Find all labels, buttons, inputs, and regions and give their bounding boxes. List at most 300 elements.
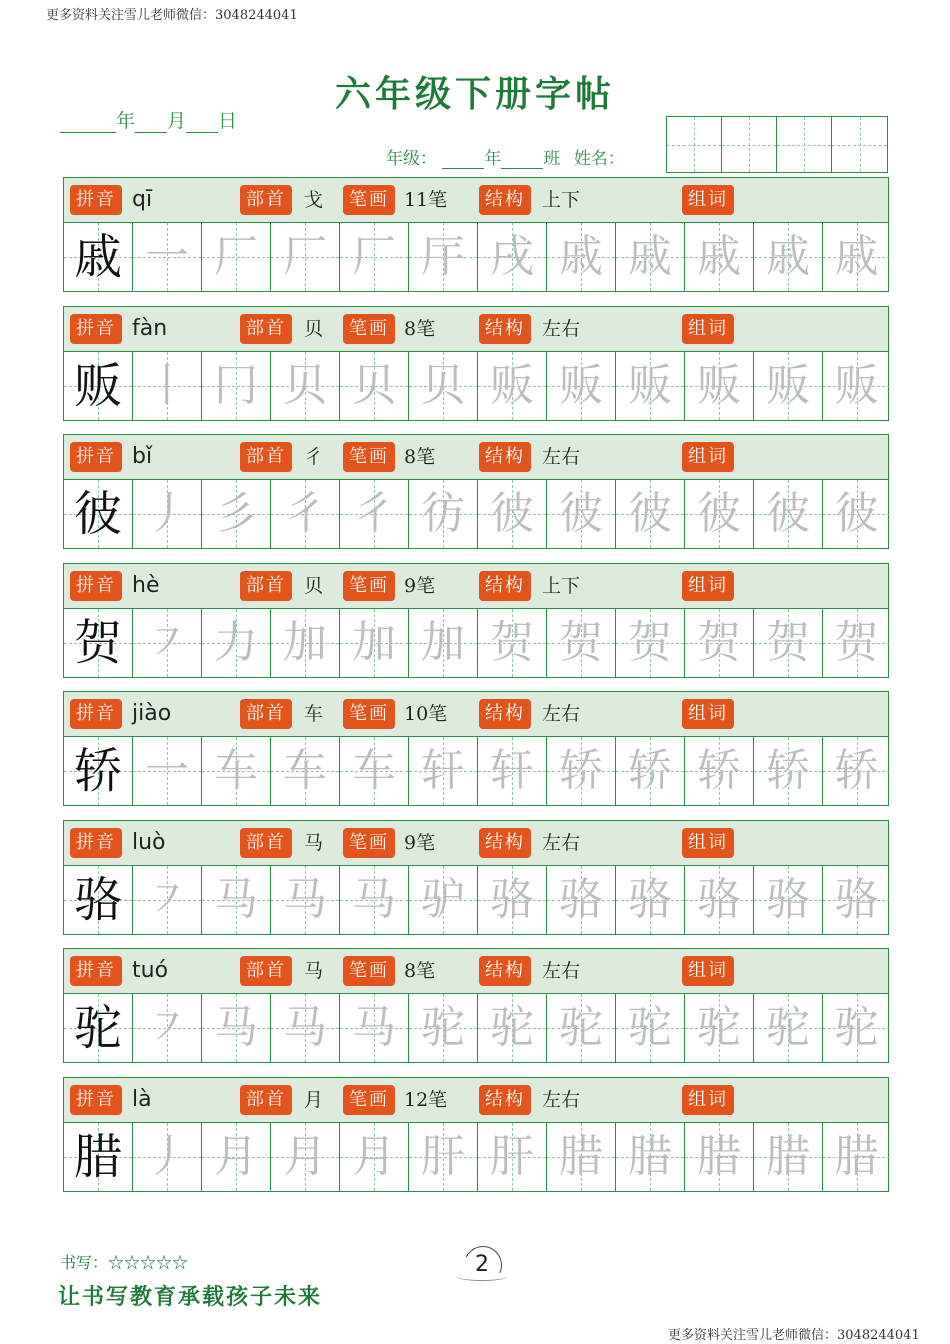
trace-character: 戚 xyxy=(559,231,603,282)
trace-character: 月 xyxy=(352,1130,396,1182)
trace-character: 轿 xyxy=(766,745,810,796)
trace-character: 腊 xyxy=(628,1130,672,1182)
strokes-label-chip: 笔画 xyxy=(343,1085,395,1115)
pinyin-label-chip: 拼音 xyxy=(70,1085,122,1115)
pinyin-label-chip: 拼音 xyxy=(70,571,122,601)
trace-character: 加 xyxy=(352,616,396,668)
trace-character: 丨 xyxy=(145,359,189,411)
name-cell[interactable] xyxy=(832,117,887,172)
strokes-value: 11笔 xyxy=(404,189,448,211)
radical-label-chip: 部首 xyxy=(240,828,292,858)
trace-cell[interactable] xyxy=(340,609,409,677)
trace-character: 马 xyxy=(283,1002,327,1053)
radical-label-chip: 部首 xyxy=(240,571,292,601)
words-label-chip: 组词 xyxy=(682,185,734,215)
day-label: 日 xyxy=(218,110,238,132)
writing-grid xyxy=(63,351,889,421)
model-character: 彼 xyxy=(73,486,122,542)
radical-value: 戈 xyxy=(304,189,324,211)
trace-cell[interactable] xyxy=(202,994,271,1062)
trace-character: 戌 xyxy=(490,231,534,282)
trace-character: 加 xyxy=(283,616,327,668)
radical-value: 马 xyxy=(304,831,324,854)
year-blank[interactable] xyxy=(60,113,116,133)
trace-character: 贝 xyxy=(352,359,396,411)
structure-label-chip: 结构 xyxy=(479,314,531,344)
trace-character: 彼 xyxy=(834,488,879,539)
trace-character: 贺 xyxy=(766,616,810,668)
structure-label-chip: 结构 xyxy=(479,828,531,858)
pinyin-value: là xyxy=(132,1086,152,1112)
trace-cell[interactable] xyxy=(133,609,202,677)
trace-cell[interactable] xyxy=(271,737,340,805)
strokes-label-chip: 笔画 xyxy=(343,314,395,344)
structure-value: 左右 xyxy=(542,703,581,725)
trace-character: 贝 xyxy=(283,359,327,411)
trace-cell[interactable] xyxy=(616,352,685,420)
trace-cell[interactable] xyxy=(754,352,823,420)
trace-character: 轿 xyxy=(559,745,603,796)
model-character-cell xyxy=(64,352,133,420)
trace-cell[interactable] xyxy=(547,480,616,548)
trace-cell[interactable] xyxy=(823,223,890,291)
radical-label-chip: 部首 xyxy=(240,956,292,986)
pinyin-value: luò xyxy=(132,829,166,855)
trace-character: 轩 xyxy=(490,745,534,796)
trace-character: 驼 xyxy=(559,1002,603,1053)
date-line xyxy=(60,106,237,133)
model-character-cell xyxy=(64,994,133,1062)
trace-character: 轿 xyxy=(628,745,672,796)
pinyin-value: qī xyxy=(132,187,153,212)
trace-cell[interactable] xyxy=(685,1123,754,1191)
trace-cell[interactable] xyxy=(478,866,547,934)
name-cell[interactable] xyxy=(667,117,722,172)
trace-cell[interactable] xyxy=(823,1123,890,1191)
radical-value: 贝 xyxy=(304,574,324,597)
trace-character: 马 xyxy=(214,873,258,925)
strokes-value: 8笔 xyxy=(404,446,436,468)
trace-cell[interactable] xyxy=(478,1123,547,1191)
trace-character: 丿 xyxy=(145,1130,189,1182)
trace-character: 戚 xyxy=(834,231,879,282)
trace-character: 贩 xyxy=(628,359,672,411)
trace-character: 骆 xyxy=(559,873,603,925)
trace-cell[interactable] xyxy=(616,1123,685,1191)
page-title: 六年级下册字帖 xyxy=(334,73,615,115)
trace-cell[interactable] xyxy=(823,737,890,805)
trace-character: 一 xyxy=(145,745,189,796)
trace-character: 骆 xyxy=(628,873,672,925)
trace-cell[interactable] xyxy=(478,223,547,291)
trace-cell[interactable] xyxy=(478,352,547,420)
structure-value: 上下 xyxy=(542,189,581,211)
trace-cell[interactable] xyxy=(547,609,616,677)
trace-character: 力 xyxy=(214,616,258,668)
trace-cell[interactable] xyxy=(823,480,890,548)
trace-character: 贩 xyxy=(697,359,741,411)
watermark-bottom: 更多资料关注雪儿老师微信：3048244041 xyxy=(668,1328,920,1343)
trace-character: 厂 xyxy=(214,231,258,282)
month-blank[interactable] xyxy=(135,113,167,133)
structure-label-chip: 结构 xyxy=(479,956,531,986)
day-blank[interactable] xyxy=(186,113,218,133)
trace-character: 厈 xyxy=(421,231,465,282)
trace-cell[interactable] xyxy=(340,352,409,420)
trace-character: 贩 xyxy=(559,359,603,411)
trace-character: 戚 xyxy=(628,231,672,282)
strokes-label-chip: 笔画 xyxy=(343,956,395,986)
trace-cell[interactable] xyxy=(685,223,754,291)
trace-character: ㇇ xyxy=(145,873,189,925)
trace-cell[interactable] xyxy=(616,609,685,677)
strokes-value: 10笔 xyxy=(404,703,448,725)
row-header xyxy=(63,306,889,351)
model-character: 戚 xyxy=(73,229,122,285)
trace-cell[interactable] xyxy=(754,480,823,548)
trace-cell[interactable] xyxy=(409,352,478,420)
model-character-cell xyxy=(64,480,133,548)
page-number: 2 xyxy=(456,1246,508,1284)
trace-character: 贝 xyxy=(421,359,465,411)
pinyin-value: jiào xyxy=(132,701,172,726)
trace-character: 驼 xyxy=(628,1002,672,1053)
trace-cell[interactable] xyxy=(685,866,754,934)
trace-character: 贺 xyxy=(628,616,672,668)
year-label: 年 xyxy=(116,110,136,132)
row-header xyxy=(63,820,889,865)
trace-cell[interactable] xyxy=(340,737,409,805)
model-character: 贩 xyxy=(73,357,122,414)
grade-nian: 年 xyxy=(484,149,502,169)
name-cell[interactable] xyxy=(777,117,832,172)
trace-character: ㇇ xyxy=(145,616,189,668)
trace-cell[interactable] xyxy=(271,866,340,934)
pinyin-value: tuó xyxy=(132,958,169,983)
trace-cell[interactable] xyxy=(547,352,616,420)
trace-cell[interactable] xyxy=(547,737,616,805)
strokes-value: 8笔 xyxy=(404,317,436,340)
radical-value: 贝 xyxy=(304,317,324,340)
strokes-value: 8笔 xyxy=(404,960,436,982)
trace-character: 马 xyxy=(352,1002,396,1053)
trace-character: 彼 xyxy=(628,488,672,539)
trace-character: 车 xyxy=(214,745,258,796)
strokes-label-chip: 笔画 xyxy=(343,442,395,472)
row-header xyxy=(63,434,889,479)
trace-cell[interactable] xyxy=(478,994,547,1062)
trace-character: 冂 xyxy=(214,359,258,411)
model-character: 骆 xyxy=(73,871,122,928)
radical-value: 马 xyxy=(304,960,324,982)
practice-row xyxy=(63,434,889,549)
trace-cell[interactable] xyxy=(685,737,754,805)
writing-grid xyxy=(63,736,889,806)
structure-value: 上下 xyxy=(542,574,581,597)
class-blank[interactable] xyxy=(501,151,543,169)
trace-cell[interactable] xyxy=(133,223,202,291)
slogan: 让书写教育承载孩子未来 xyxy=(58,1284,323,1310)
writing-grid xyxy=(63,865,889,935)
trace-character: 腊 xyxy=(766,1130,810,1182)
model-character: 轿 xyxy=(73,743,122,799)
trace-cell[interactable] xyxy=(547,994,616,1062)
words-label-chip: 组词 xyxy=(682,699,734,729)
trace-character: 骆 xyxy=(834,873,879,925)
trace-cell[interactable] xyxy=(202,866,271,934)
trace-cell[interactable] xyxy=(685,609,754,677)
trace-character: 马 xyxy=(283,873,327,925)
trace-character: 贩 xyxy=(766,359,810,411)
strokes-value: 12笔 xyxy=(404,1088,448,1111)
trace-character: 驼 xyxy=(697,1002,741,1053)
trace-cell[interactable] xyxy=(271,609,340,677)
pinyin-label-chip: 拼音 xyxy=(70,185,122,215)
trace-character: 戚 xyxy=(766,231,810,282)
trace-character: 贺 xyxy=(834,616,879,668)
trace-cell[interactable] xyxy=(340,994,409,1062)
structure-label-chip: 结构 xyxy=(479,699,531,729)
pinyin-label-chip: 拼音 xyxy=(70,956,122,986)
strokes-label-chip: 笔画 xyxy=(343,699,395,729)
trace-cell[interactable] xyxy=(616,994,685,1062)
trace-character: 彳 xyxy=(352,488,396,539)
trace-cell[interactable] xyxy=(823,994,890,1062)
trace-cell[interactable] xyxy=(133,737,202,805)
trace-cell[interactable] xyxy=(754,223,823,291)
writing-grid xyxy=(63,993,889,1063)
practice-row xyxy=(63,691,889,806)
trace-character: 骆 xyxy=(697,873,741,925)
trace-cell[interactable] xyxy=(409,994,478,1062)
radical-value: 彳 xyxy=(304,446,324,468)
row-header xyxy=(63,1077,889,1122)
trace-cell[interactable] xyxy=(616,737,685,805)
name-label: 姓名： xyxy=(573,149,625,169)
words-label-chip: 组词 xyxy=(682,314,734,344)
structure-value: 左右 xyxy=(542,317,581,340)
trace-cell[interactable] xyxy=(133,866,202,934)
radical-label-chip: 部首 xyxy=(240,185,292,215)
writing-grid xyxy=(63,479,889,549)
structure-label-chip: 结构 xyxy=(479,185,531,215)
trace-cell[interactable] xyxy=(409,866,478,934)
words-label-chip: 组词 xyxy=(682,442,734,472)
strokes-label-chip: 笔画 xyxy=(343,571,395,601)
trace-character: 腊 xyxy=(834,1130,879,1182)
model-character-cell xyxy=(64,1123,133,1191)
trace-character: 贺 xyxy=(697,616,741,668)
trace-character: 马 xyxy=(214,1002,258,1053)
row-header xyxy=(63,177,889,222)
trace-cell[interactable] xyxy=(133,480,202,548)
structure-value: 左右 xyxy=(542,1088,581,1111)
trace-cell[interactable] xyxy=(133,352,202,420)
trace-cell[interactable] xyxy=(478,480,547,548)
model-character-cell xyxy=(64,866,133,934)
trace-character: 驼 xyxy=(490,1002,534,1053)
pinyin-label-chip: 拼音 xyxy=(70,828,122,858)
model-character: 驼 xyxy=(73,1000,122,1056)
trace-cell[interactable] xyxy=(202,737,271,805)
row-header xyxy=(63,691,889,736)
trace-cell[interactable] xyxy=(823,609,890,677)
model-character: 腊 xyxy=(73,1128,122,1185)
radical-value: 月 xyxy=(304,1088,324,1111)
trace-character: 加 xyxy=(421,616,465,668)
structure-label-chip: 结构 xyxy=(479,1085,531,1115)
trace-cell[interactable] xyxy=(685,352,754,420)
radical-label-chip: 部首 xyxy=(240,699,292,729)
pinyin-value: hè xyxy=(132,572,160,598)
radical-label-chip: 部首 xyxy=(240,314,292,344)
trace-cell[interactable] xyxy=(202,352,271,420)
trace-character: 彡 xyxy=(214,488,258,539)
trace-character: ㇇ xyxy=(145,1002,189,1053)
trace-character: 驼 xyxy=(766,1002,810,1053)
trace-character: 腊 xyxy=(559,1130,603,1182)
trace-character: 骆 xyxy=(490,873,534,925)
practice-row xyxy=(63,563,889,678)
trace-cell[interactable] xyxy=(340,223,409,291)
rating: 书写：☆☆☆☆☆ xyxy=(60,1253,189,1272)
trace-cell[interactable] xyxy=(754,1123,823,1191)
trace-cell[interactable] xyxy=(133,1123,202,1191)
trace-character: 丿 xyxy=(145,488,189,539)
trace-cell[interactable] xyxy=(271,223,340,291)
trace-cell[interactable] xyxy=(409,609,478,677)
row-header xyxy=(63,563,889,608)
student-info xyxy=(386,144,625,169)
watermark-top: 更多资料关注雪儿老师微信：3048244041 xyxy=(46,8,298,23)
structure-value: 左右 xyxy=(542,831,581,854)
strokes-value: 9笔 xyxy=(404,831,436,854)
pinyin-value: bǐ xyxy=(132,444,153,469)
practice-row xyxy=(63,1077,889,1192)
trace-cell[interactable] xyxy=(547,223,616,291)
trace-cell[interactable] xyxy=(409,1123,478,1191)
trace-cell[interactable] xyxy=(547,1123,616,1191)
radical-label-chip: 部首 xyxy=(240,442,292,472)
words-label-chip: 组词 xyxy=(682,956,734,986)
model-character-cell xyxy=(64,609,133,677)
name-cell[interactable] xyxy=(722,117,777,172)
month-label: 月 xyxy=(167,110,187,132)
trace-cell[interactable] xyxy=(133,994,202,1062)
model-character-cell xyxy=(64,223,133,291)
words-label-chip: 组词 xyxy=(682,828,734,858)
structure-value: 左右 xyxy=(542,446,581,468)
pinyin-label-chip: 拼音 xyxy=(70,442,122,472)
trace-cell[interactable] xyxy=(685,480,754,548)
trace-cell[interactable] xyxy=(271,480,340,548)
trace-cell[interactable] xyxy=(409,223,478,291)
trace-character: 戚 xyxy=(697,231,741,282)
strokes-label-chip: 笔画 xyxy=(343,828,395,858)
trace-cell[interactable] xyxy=(754,994,823,1062)
trace-cell[interactable] xyxy=(271,1123,340,1191)
structure-label-chip: 结构 xyxy=(479,442,531,472)
trace-cell[interactable] xyxy=(823,352,890,420)
trace-cell[interactable] xyxy=(616,223,685,291)
trace-cell[interactable] xyxy=(547,866,616,934)
structure-value: 左右 xyxy=(542,960,581,982)
trace-cell[interactable] xyxy=(202,223,271,291)
trace-character: 厂 xyxy=(352,231,396,282)
trace-character: 驴 xyxy=(421,873,465,925)
trace-cell[interactable] xyxy=(202,1123,271,1191)
trace-cell[interactable] xyxy=(685,994,754,1062)
trace-character: 肝 xyxy=(421,1130,465,1182)
trace-character: 轩 xyxy=(421,745,465,796)
trace-cell[interactable] xyxy=(754,737,823,805)
practice-row xyxy=(63,820,889,935)
trace-cell[interactable] xyxy=(340,480,409,548)
trace-character: 月 xyxy=(283,1130,327,1182)
trace-character: 肝 xyxy=(490,1130,534,1182)
trace-cell[interactable] xyxy=(271,352,340,420)
trace-cell[interactable] xyxy=(754,609,823,677)
model-character-cell xyxy=(64,737,133,805)
grade-blank[interactable] xyxy=(442,151,484,169)
grade-label: 年级： xyxy=(386,149,437,169)
strokes-value: 9笔 xyxy=(404,574,436,597)
words-label-chip: 组词 xyxy=(682,1085,734,1115)
trace-cell[interactable] xyxy=(340,866,409,934)
writing-grid xyxy=(63,1122,889,1192)
trace-character: 驼 xyxy=(834,1002,879,1053)
trace-cell[interactable] xyxy=(340,1123,409,1191)
trace-cell[interactable] xyxy=(478,609,547,677)
trace-character: 一 xyxy=(145,231,189,282)
trace-cell[interactable] xyxy=(409,480,478,548)
practice-row xyxy=(63,177,889,292)
trace-cell[interactable] xyxy=(478,737,547,805)
trace-character: 车 xyxy=(352,745,396,796)
trace-character: 腊 xyxy=(697,1130,741,1182)
trace-character: 贺 xyxy=(559,616,603,668)
radical-value: 车 xyxy=(304,703,324,725)
row-header xyxy=(63,948,889,993)
trace-character: 贩 xyxy=(490,359,534,411)
radical-label-chip: 部首 xyxy=(240,1085,292,1115)
trace-character: 彼 xyxy=(697,488,741,539)
trace-cell[interactable] xyxy=(823,866,890,934)
trace-cell[interactable] xyxy=(409,737,478,805)
trace-cell[interactable] xyxy=(754,866,823,934)
trace-cell[interactable] xyxy=(616,866,685,934)
name-writing-grid[interactable] xyxy=(666,116,888,173)
trace-character: 轿 xyxy=(834,745,879,796)
practice-row xyxy=(63,306,889,421)
trace-cell[interactable] xyxy=(202,609,271,677)
trace-character: 车 xyxy=(283,745,327,796)
writing-grid xyxy=(63,608,889,678)
trace-cell[interactable] xyxy=(202,480,271,548)
trace-character: 轿 xyxy=(697,745,741,796)
trace-character: 彷 xyxy=(421,488,465,539)
trace-character: 贺 xyxy=(490,616,534,668)
trace-character: 彳 xyxy=(283,488,327,539)
trace-cell[interactable] xyxy=(616,480,685,548)
trace-character: 月 xyxy=(214,1130,258,1182)
pinyin-value: fàn xyxy=(132,315,168,341)
trace-character: 彼 xyxy=(559,488,603,539)
trace-character: 马 xyxy=(352,873,396,925)
trace-cell[interactable] xyxy=(271,994,340,1062)
trace-character: 彼 xyxy=(766,488,810,539)
trace-character: 彼 xyxy=(490,488,534,539)
